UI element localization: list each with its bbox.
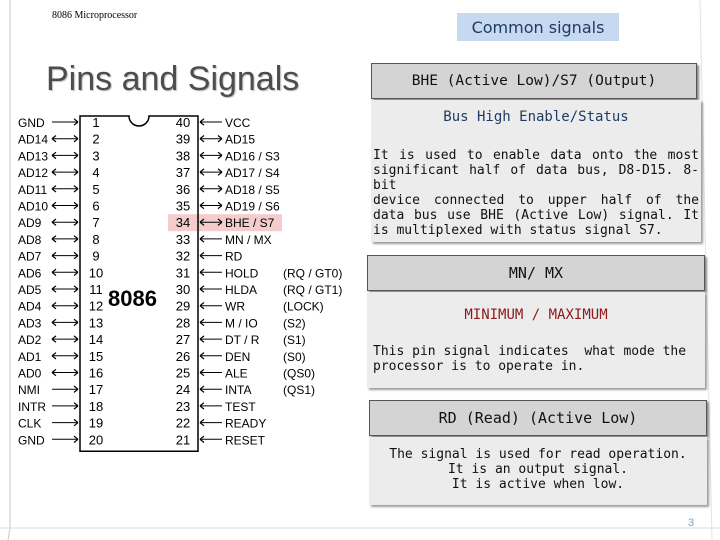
pin-number-right: 37	[175, 165, 191, 181]
pin-label-left: AD8	[18, 232, 42, 247]
pin-label-right: HLDA	[225, 283, 258, 297]
pin-number-right: 24	[175, 382, 191, 398]
pin-number-right: 21	[175, 432, 191, 448]
pin-label-right: RD	[225, 249, 243, 264]
rd-body-line: It is an output signal.	[447, 462, 628, 477]
pin-label-left: AD0	[18, 366, 42, 381]
pin-number-right: 38	[175, 148, 191, 164]
chip-pinout-diagram	[0, 110, 370, 480]
pin-number-right: 40	[175, 115, 191, 130]
pin-number-left: 6	[92, 198, 100, 214]
pin-number-right: 34	[175, 215, 191, 231]
pin-label-left: AD13	[18, 149, 49, 164]
pin-label-left: AD12	[18, 166, 49, 181]
bhe-body-line: data bus use BHE (Active Low) signal. It	[373, 208, 699, 223]
rd-heading-box	[369, 400, 707, 436]
mnmx-subheading: MINIMUM / MAXIMUM	[464, 307, 608, 323]
pin-label-right: ALE	[225, 366, 248, 381]
pin-label-right: AD18 / S5	[225, 182, 280, 197]
pin-alt-label: (RQ / GT1)	[283, 283, 343, 297]
pin-label-right: DEN	[225, 349, 251, 364]
pin-number-left: 5	[92, 181, 100, 197]
pin-number-right: 28	[175, 315, 191, 331]
pin-label-left: AD10	[18, 199, 49, 214]
pin-number-left: 18	[88, 398, 104, 414]
bhe-body	[373, 148, 699, 238]
pin-number-left: 1	[92, 115, 100, 130]
pin-alt-label: (QS0)	[283, 366, 316, 381]
pin-label-right: AD15	[225, 132, 256, 147]
pin-label-right: BHE / S7	[225, 216, 275, 231]
page-number: 3	[688, 517, 695, 529]
bhe-heading: BHE (Active Low)/S7 (Output)	[411, 73, 657, 89]
section-badge: Common signals	[457, 13, 619, 41]
pin-alt-label: (S0)	[283, 349, 306, 364]
pin-label-left: AD11	[18, 182, 48, 197]
pin-number-right: 35	[175, 198, 191, 214]
pin-number-left: 16	[88, 365, 104, 381]
pin-number-left: 19	[88, 415, 104, 431]
pin-label-right: AD16 / S3	[225, 149, 280, 164]
pin-label-right: WR	[225, 299, 245, 314]
pin-label-left: AD9	[18, 216, 42, 231]
rd-body	[369, 447, 707, 492]
mnmx-panel	[367, 292, 705, 388]
pin-number-right: 23	[175, 398, 191, 414]
pin-number-left: 8	[92, 231, 100, 247]
pin-label-right: MN / MX	[225, 232, 272, 247]
bhe-body-line: significant half of data bus, D8-D15. 8-bit	[373, 163, 699, 193]
pin-label-right: M / IO	[225, 316, 258, 331]
pin-label-right: TEST	[225, 399, 256, 414]
pin-label-right: AD17 / S4	[225, 166, 280, 181]
pin-number-left: 20	[88, 432, 104, 448]
pin-number-right: 39	[175, 131, 191, 147]
bhe-heading-box	[371, 63, 697, 99]
pin-label-right: AD19 / S6	[225, 199, 280, 214]
course-label: 8086 Microprocessor	[52, 10, 138, 21]
pin-label-left: AD14	[18, 132, 49, 147]
pin-label-right: VCC	[225, 116, 251, 130]
pin-label-left: AD7	[18, 249, 42, 264]
pin-label-left: AD1	[18, 349, 42, 364]
pin-label-left: AD3	[18, 316, 42, 331]
bhe-panel	[371, 100, 701, 242]
slide-title: Pins and Signals	[46, 60, 300, 98]
pin-label-right: READY	[225, 416, 267, 431]
rd-body-line: The signal is used for read operation.	[389, 447, 687, 462]
pin-number-right: 25	[175, 365, 191, 381]
pin-alt-label: (S1)	[283, 333, 306, 348]
mnmx-heading: MN/ MX	[508, 264, 564, 282]
pin-label-left: AD4	[18, 299, 42, 314]
mnmx-body	[373, 344, 701, 374]
pin-number-right: 31	[175, 265, 191, 281]
mnmx-body-line: This pin signal indicates what mode the	[373, 344, 687, 359]
pin-label-left: CLK	[18, 416, 42, 431]
pin-number-left: 13	[88, 315, 104, 331]
bhe-body-line: device connected to upper half of the	[373, 193, 699, 208]
pin-label-left: AD6	[18, 266, 42, 281]
pin-number-left: 9	[92, 248, 100, 264]
pin-number-left: 7	[92, 215, 100, 231]
chip-name: 8086	[108, 286, 157, 311]
pin-number-left: 11	[89, 282, 103, 297]
pin-number-left: 3	[92, 148, 100, 164]
pin-label-left: NMI	[18, 383, 40, 398]
mnmx-heading-box	[367, 255, 705, 291]
pin-number-right: 32	[175, 248, 191, 264]
mnmx-body-line: processor is to operate in.	[373, 359, 585, 374]
pin-number-right: 22	[175, 415, 191, 431]
pin-number-right: 30	[175, 282, 191, 297]
pin-label-left: GND	[18, 116, 45, 130]
pin-number-right: 27	[175, 332, 191, 348]
bhe-body-line: It is used to enable data onto the most	[373, 148, 699, 163]
pin-alt-label: (S2)	[283, 316, 306, 331]
pin-number-right: 33	[175, 231, 191, 247]
pin-alt-label: (RQ / GT0)	[283, 266, 343, 281]
pin-number-left: 15	[88, 348, 104, 364]
pin-label-left: AD2	[18, 333, 42, 348]
pin-label-right: RESET	[225, 433, 266, 448]
pin-label-right: INTA	[225, 383, 252, 398]
rd-heading: RD (Read) (Active Low)	[438, 409, 638, 427]
bhe-body-line: is multiplexed with status signal S7.	[373, 223, 663, 238]
pin-label-right: HOLD	[225, 266, 259, 281]
pin-number-left: 14	[88, 332, 104, 348]
rd-body-line: It is active when low.	[451, 477, 625, 492]
pin-number-right: 36	[175, 181, 191, 197]
pin-number-left: 4	[92, 165, 100, 181]
pin-label-left: GND	[18, 433, 45, 448]
rd-panel	[369, 437, 707, 505]
pin-label-left: INTR	[18, 399, 46, 414]
pin-number-left: 10	[88, 265, 104, 281]
pin-number-left: 12	[88, 298, 104, 314]
bhe-subheading: Bus High Enable/Status	[443, 109, 629, 125]
pin-label-right: DT / R	[225, 333, 260, 348]
pin-label-left: AD5	[18, 283, 42, 297]
pin-alt-label: (LOCK)	[283, 299, 324, 314]
pin-number-right: 29	[175, 298, 191, 314]
pin-number-right: 26	[175, 348, 191, 364]
pin-alt-label: (QS1)	[283, 383, 316, 398]
pin-number-left: 17	[88, 382, 104, 398]
pin-number-left: 2	[92, 131, 100, 147]
